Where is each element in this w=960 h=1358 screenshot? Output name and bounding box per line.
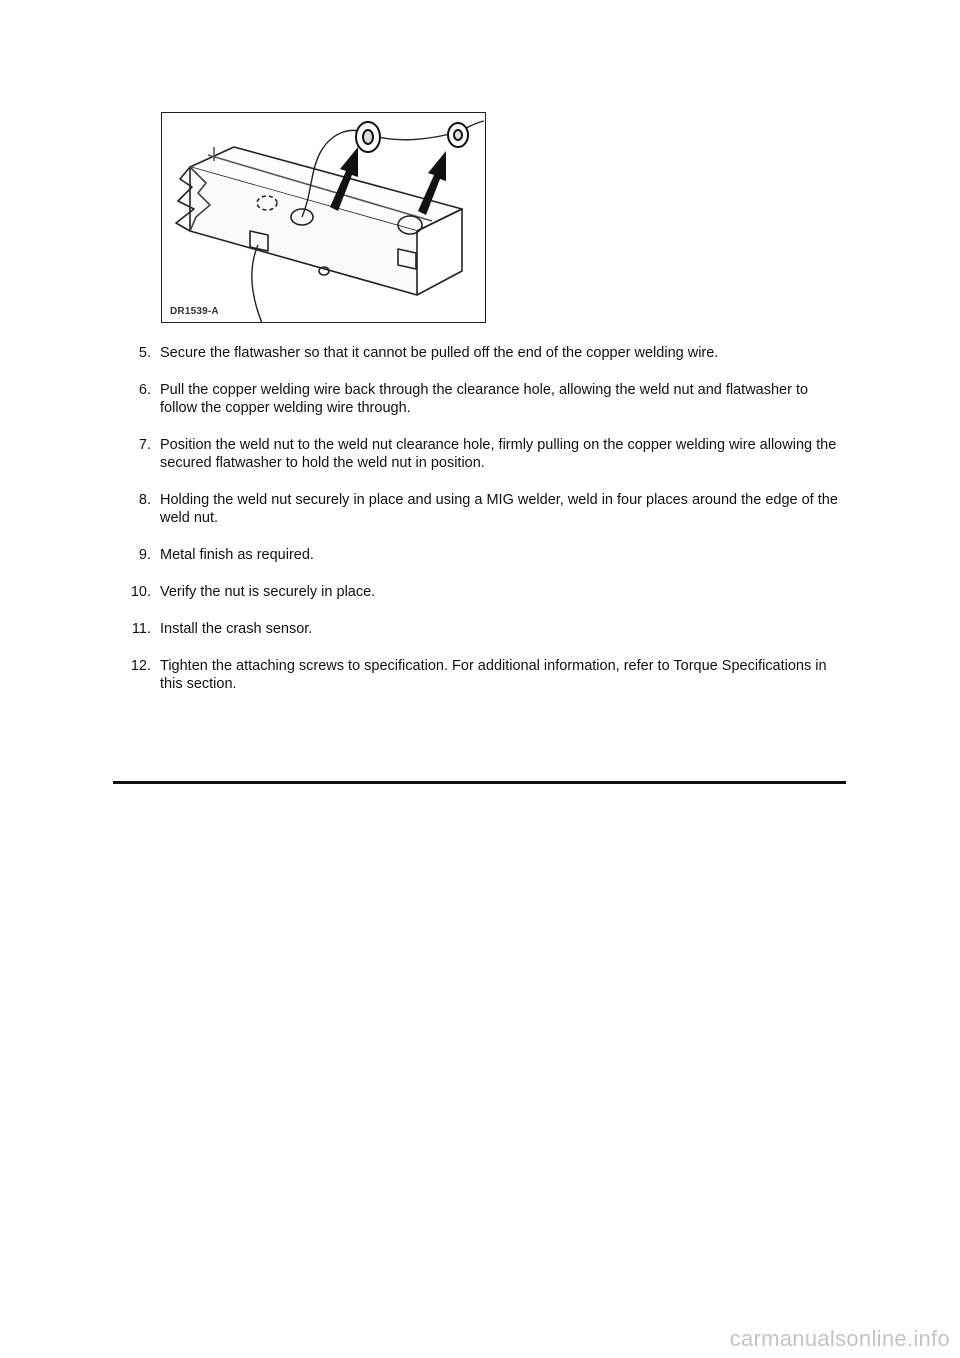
step-text: Secure the flatwasher so that it cannot be pulled off the end of the copper welding wire. (160, 345, 719, 361)
section-divider (113, 781, 846, 784)
step-item (100, 657, 840, 693)
step-number: 8. (138, 492, 151, 508)
step-text: Metal finish as required. (160, 547, 314, 563)
step-text: Position the weld nut to the weld nut clearance hole, firmly pulling on the copper welding wire allowing the secured flatwasher to hold the weld nut in position. (160, 437, 837, 471)
step-number: 11. (131, 621, 151, 637)
step-number: 5. (138, 345, 151, 361)
step-item (100, 620, 840, 638)
step-number: 7. (138, 437, 151, 453)
step-item (100, 583, 840, 601)
illustration-drawing (162, 113, 486, 323)
step-item (100, 381, 840, 417)
step-text: Holding the weld nut securely in place and using a MIG welder, weld in four places around the edge of the weld nut. (160, 492, 838, 526)
step-text: Tighten the attaching screws to specification. For additional information, refer to Torque Specifications in this section. (160, 658, 827, 692)
step-number: 12. (130, 658, 151, 674)
procedure-steps (100, 344, 840, 712)
step-item (100, 491, 840, 527)
step-text: Install the crash sensor. (160, 621, 313, 637)
figure-label: DR1539-A (170, 306, 219, 317)
step-item (100, 436, 840, 472)
watermark: carmanualsonline.info (729, 1326, 950, 1351)
step-number: 10. (130, 584, 151, 600)
step-item (100, 546, 840, 564)
step-number: 9. (138, 547, 151, 563)
step-item (100, 344, 840, 362)
step-number: 6. (138, 382, 151, 398)
weld-nut-illustration (161, 112, 486, 323)
step-text: Pull the copper welding wire back through the clearance hole, allowing the weld nut and flatwasher to follow the copper welding wire through. (160, 382, 809, 416)
step-text: Verify the nut is securely in place. (160, 584, 376, 600)
